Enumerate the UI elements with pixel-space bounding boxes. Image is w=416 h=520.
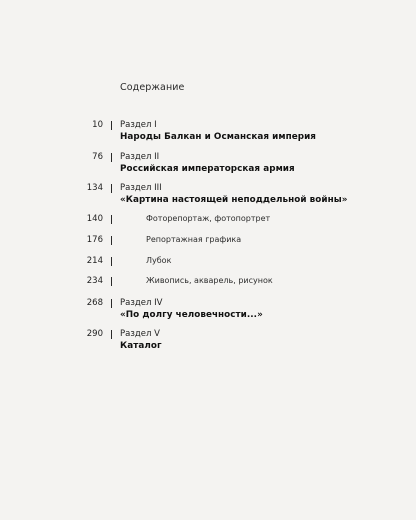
toc-divider (111, 184, 112, 193)
page-title: Содержание (120, 82, 185, 93)
toc-divider (111, 299, 112, 308)
toc-page-number: 214 (86, 256, 103, 266)
toc-page-number: 290 (86, 329, 103, 339)
toc-page-number: 134 (86, 183, 103, 193)
toc-section-label: Раздел I (120, 120, 157, 130)
toc-entry-sub-graphics[interactable] (0, 235, 416, 249)
toc-entry-section-3[interactable] (0, 183, 416, 205)
toc-divider (111, 236, 112, 245)
toc-subsection-title: Лубок (146, 256, 172, 265)
toc-section-title: «По долгу человечности...» (120, 310, 263, 320)
toc-section-label: Раздел IV (120, 298, 163, 308)
toc-page-number: 234 (86, 276, 103, 286)
toc-entry-sub-photo[interactable] (0, 214, 416, 228)
toc-divider (111, 257, 112, 266)
toc-entry-section-5[interactable] (0, 329, 416, 351)
toc-page-number: 176 (86, 235, 103, 245)
toc-section-title: Народы Балкан и Османская империя (120, 132, 317, 142)
toc-entry-sub-painting[interactable] (0, 276, 416, 290)
toc-subsection-title: Живопись, акварель, рисунок (146, 276, 273, 285)
toc-entry-section-2[interactable] (0, 152, 416, 174)
toc-section-title: Каталог (120, 341, 162, 351)
toc-divider (111, 277, 112, 286)
toc-section-label: Раздел II (120, 152, 160, 162)
toc-divider (111, 215, 112, 224)
toc-page-number: 140 (86, 214, 103, 224)
toc-entry-sub-lubok[interactable] (0, 256, 416, 270)
toc-page-number: 10 (92, 120, 103, 130)
toc-section-title: Российская императорская армия (120, 164, 295, 174)
toc-subsection-title: Репортажная графика (146, 235, 242, 244)
toc-divider (111, 153, 112, 162)
toc-section-title: «Картина настоящей неподдельной войны» (120, 195, 348, 205)
toc-divider (111, 330, 112, 339)
toc-divider (111, 121, 112, 130)
toc-page-number: 76 (92, 152, 103, 162)
toc-page-number: 268 (86, 298, 103, 308)
toc-subsection-title: Фоторепортаж, фотопортрет (146, 214, 271, 223)
toc-entry-section-4[interactable] (0, 298, 416, 320)
toc-section-label: Раздел V (120, 329, 160, 339)
toc-section-label: Раздел III (120, 183, 162, 193)
toc-entry-section-1[interactable] (0, 120, 416, 142)
